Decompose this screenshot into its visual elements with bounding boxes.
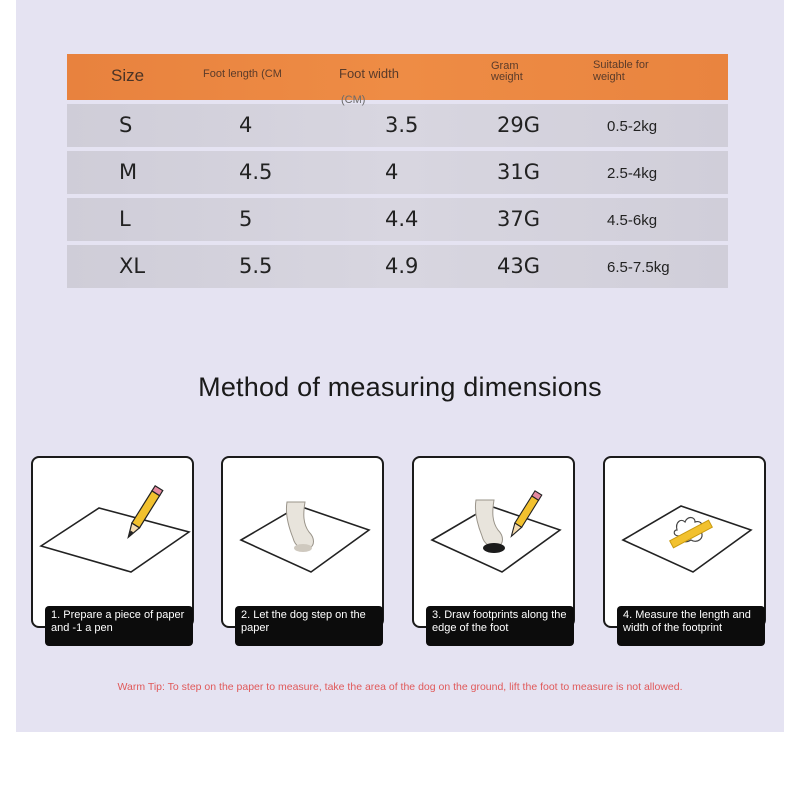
cell-size: L bbox=[119, 207, 131, 231]
step-card-3 bbox=[412, 456, 575, 628]
cell-size: XL bbox=[119, 254, 146, 278]
cell-size: M bbox=[119, 160, 138, 184]
table-row bbox=[67, 198, 728, 241]
header-gram-weight: Gram weight bbox=[491, 60, 523, 83]
cell-foot-length: 5.5 bbox=[239, 254, 273, 278]
table-header bbox=[67, 54, 728, 100]
table-row bbox=[67, 245, 728, 288]
cell-suitable-weight: 4.5-6kg bbox=[607, 212, 658, 229]
dog-paw-on-paper-icon bbox=[223, 458, 382, 626]
header-foot-width: Foot width bbox=[339, 66, 399, 81]
header-size: Size bbox=[111, 66, 145, 85]
header-foot-length: Foot length (CM bbox=[203, 68, 282, 80]
paper-and-pen-icon bbox=[33, 458, 192, 626]
cell-suitable-weight: 6.5-7.5kg bbox=[607, 259, 670, 276]
cell-suitable-weight: 2.5-4kg bbox=[607, 165, 658, 182]
cell-foot-width: 4.4 bbox=[385, 207, 419, 231]
cell-size: S bbox=[119, 113, 133, 137]
step-card-2 bbox=[221, 456, 384, 628]
cell-suitable-weight: 0.5-2kg bbox=[607, 118, 658, 135]
header-suitable-weight: Suitable for weight bbox=[593, 59, 649, 83]
step-caption-1: 1. Prepare a piece of paper and -1 a pen bbox=[45, 606, 193, 646]
cell-gram-weight: 31G bbox=[497, 160, 540, 184]
step-card-1 bbox=[31, 456, 194, 628]
table-row bbox=[67, 151, 728, 194]
cell-foot-length: 5 bbox=[239, 207, 253, 231]
cell-gram-weight: 43G bbox=[497, 254, 540, 278]
cell-gram-weight: 29G bbox=[497, 113, 540, 137]
cell-gram-weight: 37G bbox=[497, 207, 540, 231]
table-row bbox=[67, 104, 728, 147]
trace-footprint-icon bbox=[414, 458, 573, 626]
header-foot-width-unit: (CM) bbox=[341, 94, 366, 106]
size-table bbox=[67, 54, 728, 288]
step-card-4 bbox=[603, 456, 766, 628]
step-caption-2: 2. Let the dog step on the paper bbox=[235, 606, 383, 646]
cell-foot-length: 4 bbox=[239, 113, 253, 137]
measure-footprint-icon bbox=[605, 458, 764, 626]
cell-foot-width: 4 bbox=[385, 160, 399, 184]
cell-foot-length: 4.5 bbox=[239, 160, 273, 184]
cell-foot-width: 3.5 bbox=[385, 113, 419, 137]
step-caption-3: 3. Draw footprints along the edge of the foot bbox=[426, 606, 574, 646]
method-title: Method of measuring dimensions bbox=[198, 372, 602, 402]
step-caption-4: 4. Measure the length and width of the footprint bbox=[617, 606, 765, 646]
warm-tip: Warm Tip: To step on the paper to measure, take the area of the dog on the ground, lift the foot to measure is not allowed. bbox=[117, 681, 683, 693]
cell-foot-width: 4.9 bbox=[385, 254, 419, 278]
